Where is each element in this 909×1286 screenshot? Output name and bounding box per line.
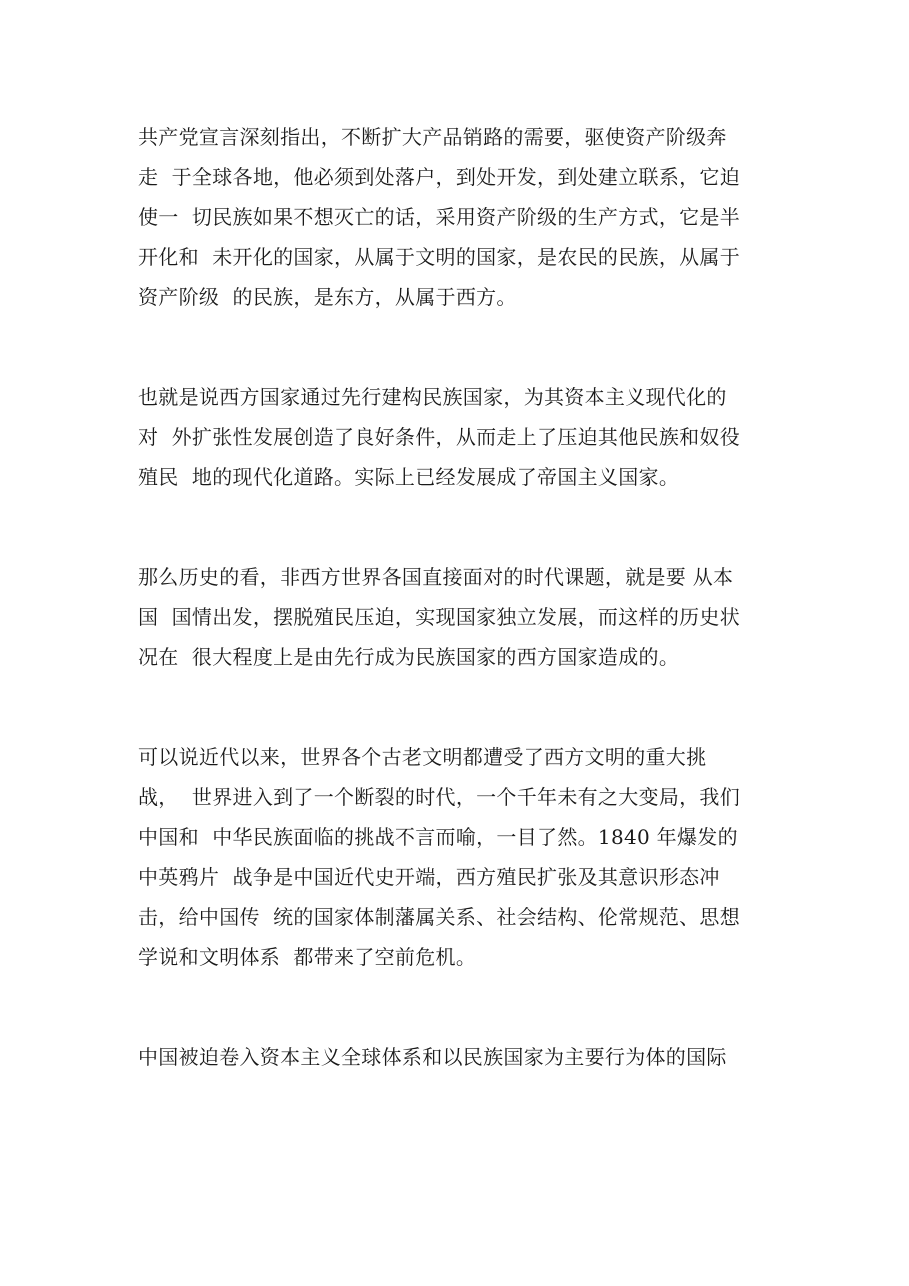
text-line: 战， 世界进入到了一个断裂的时代，一个千年未有之大变局，我们 [138, 785, 741, 809]
text-line: 共产党宣言深刻指出，不断扩大产品销路的需要，驱使资产阶级奔 [138, 125, 727, 149]
paragraph-2 [138, 377, 778, 497]
text-line: 击，给中国传 统的国家体制藩属关系、社会结构、伦常规范、思想 [138, 905, 741, 929]
paragraph-5 [138, 1037, 778, 1077]
text-line: 学说和文明体系 都带来了空前危机。 [138, 945, 477, 969]
text-line: 那么历史的看，非西方世界各国直接面对的时代课题，就是要 从本 [138, 565, 734, 589]
text-line: 也就是说西方国家通过先行建构民族国家，为其资本主义现代化的 [138, 385, 727, 409]
paragraph-3 [138, 557, 778, 677]
text-line: 殖民 地的现代化道路。实际上已经发展成了帝国主义国家。 [138, 465, 680, 489]
text-line: 使一 切民族如果不想灭亡的话，采用资产阶级的生产方式，它是半 [138, 205, 741, 229]
text-line: 资产阶级 的民族，是东方，从属于西方。 [138, 285, 517, 309]
text-line: 国 国情出发，摆脱殖民压迫，实现国家独立发展，而这样的历史状 [138, 605, 741, 629]
text-line: 开化和 未开化的国家，从属于文明的国家，是农民的民族，从属于 [138, 245, 741, 269]
paragraph-1 [138, 117, 778, 317]
text-line: 对 外扩张性发展创造了良好条件，从而走上了压迫其他民族和奴役 [138, 425, 741, 449]
text-line: 中国被迫卷入资本主义全球体系和以民族国家为主要行为体的国际 [138, 1045, 727, 1069]
text-line: 中英鸦片 战争是中国近代史开端，西方殖民扩张及其意识形态冲 [138, 865, 720, 889]
document-body [138, 117, 778, 1137]
text-line: 走 于全球各地，他必须到处落户，到处开发，到处建立联系，它迫 [138, 165, 741, 189]
paragraph-4 [138, 737, 778, 977]
text-line: 况在 很大程度上是由先行成为民族国家的西方国家造成的。 [138, 645, 680, 669]
text-line: 中国和 中华民族面临的挑战不言而喻，一目了然。1840 年爆发的 [138, 825, 738, 849]
text-line: 可以说近代以来，世界各个古老文明都遭受了西方文明的重大挑 [138, 745, 707, 769]
